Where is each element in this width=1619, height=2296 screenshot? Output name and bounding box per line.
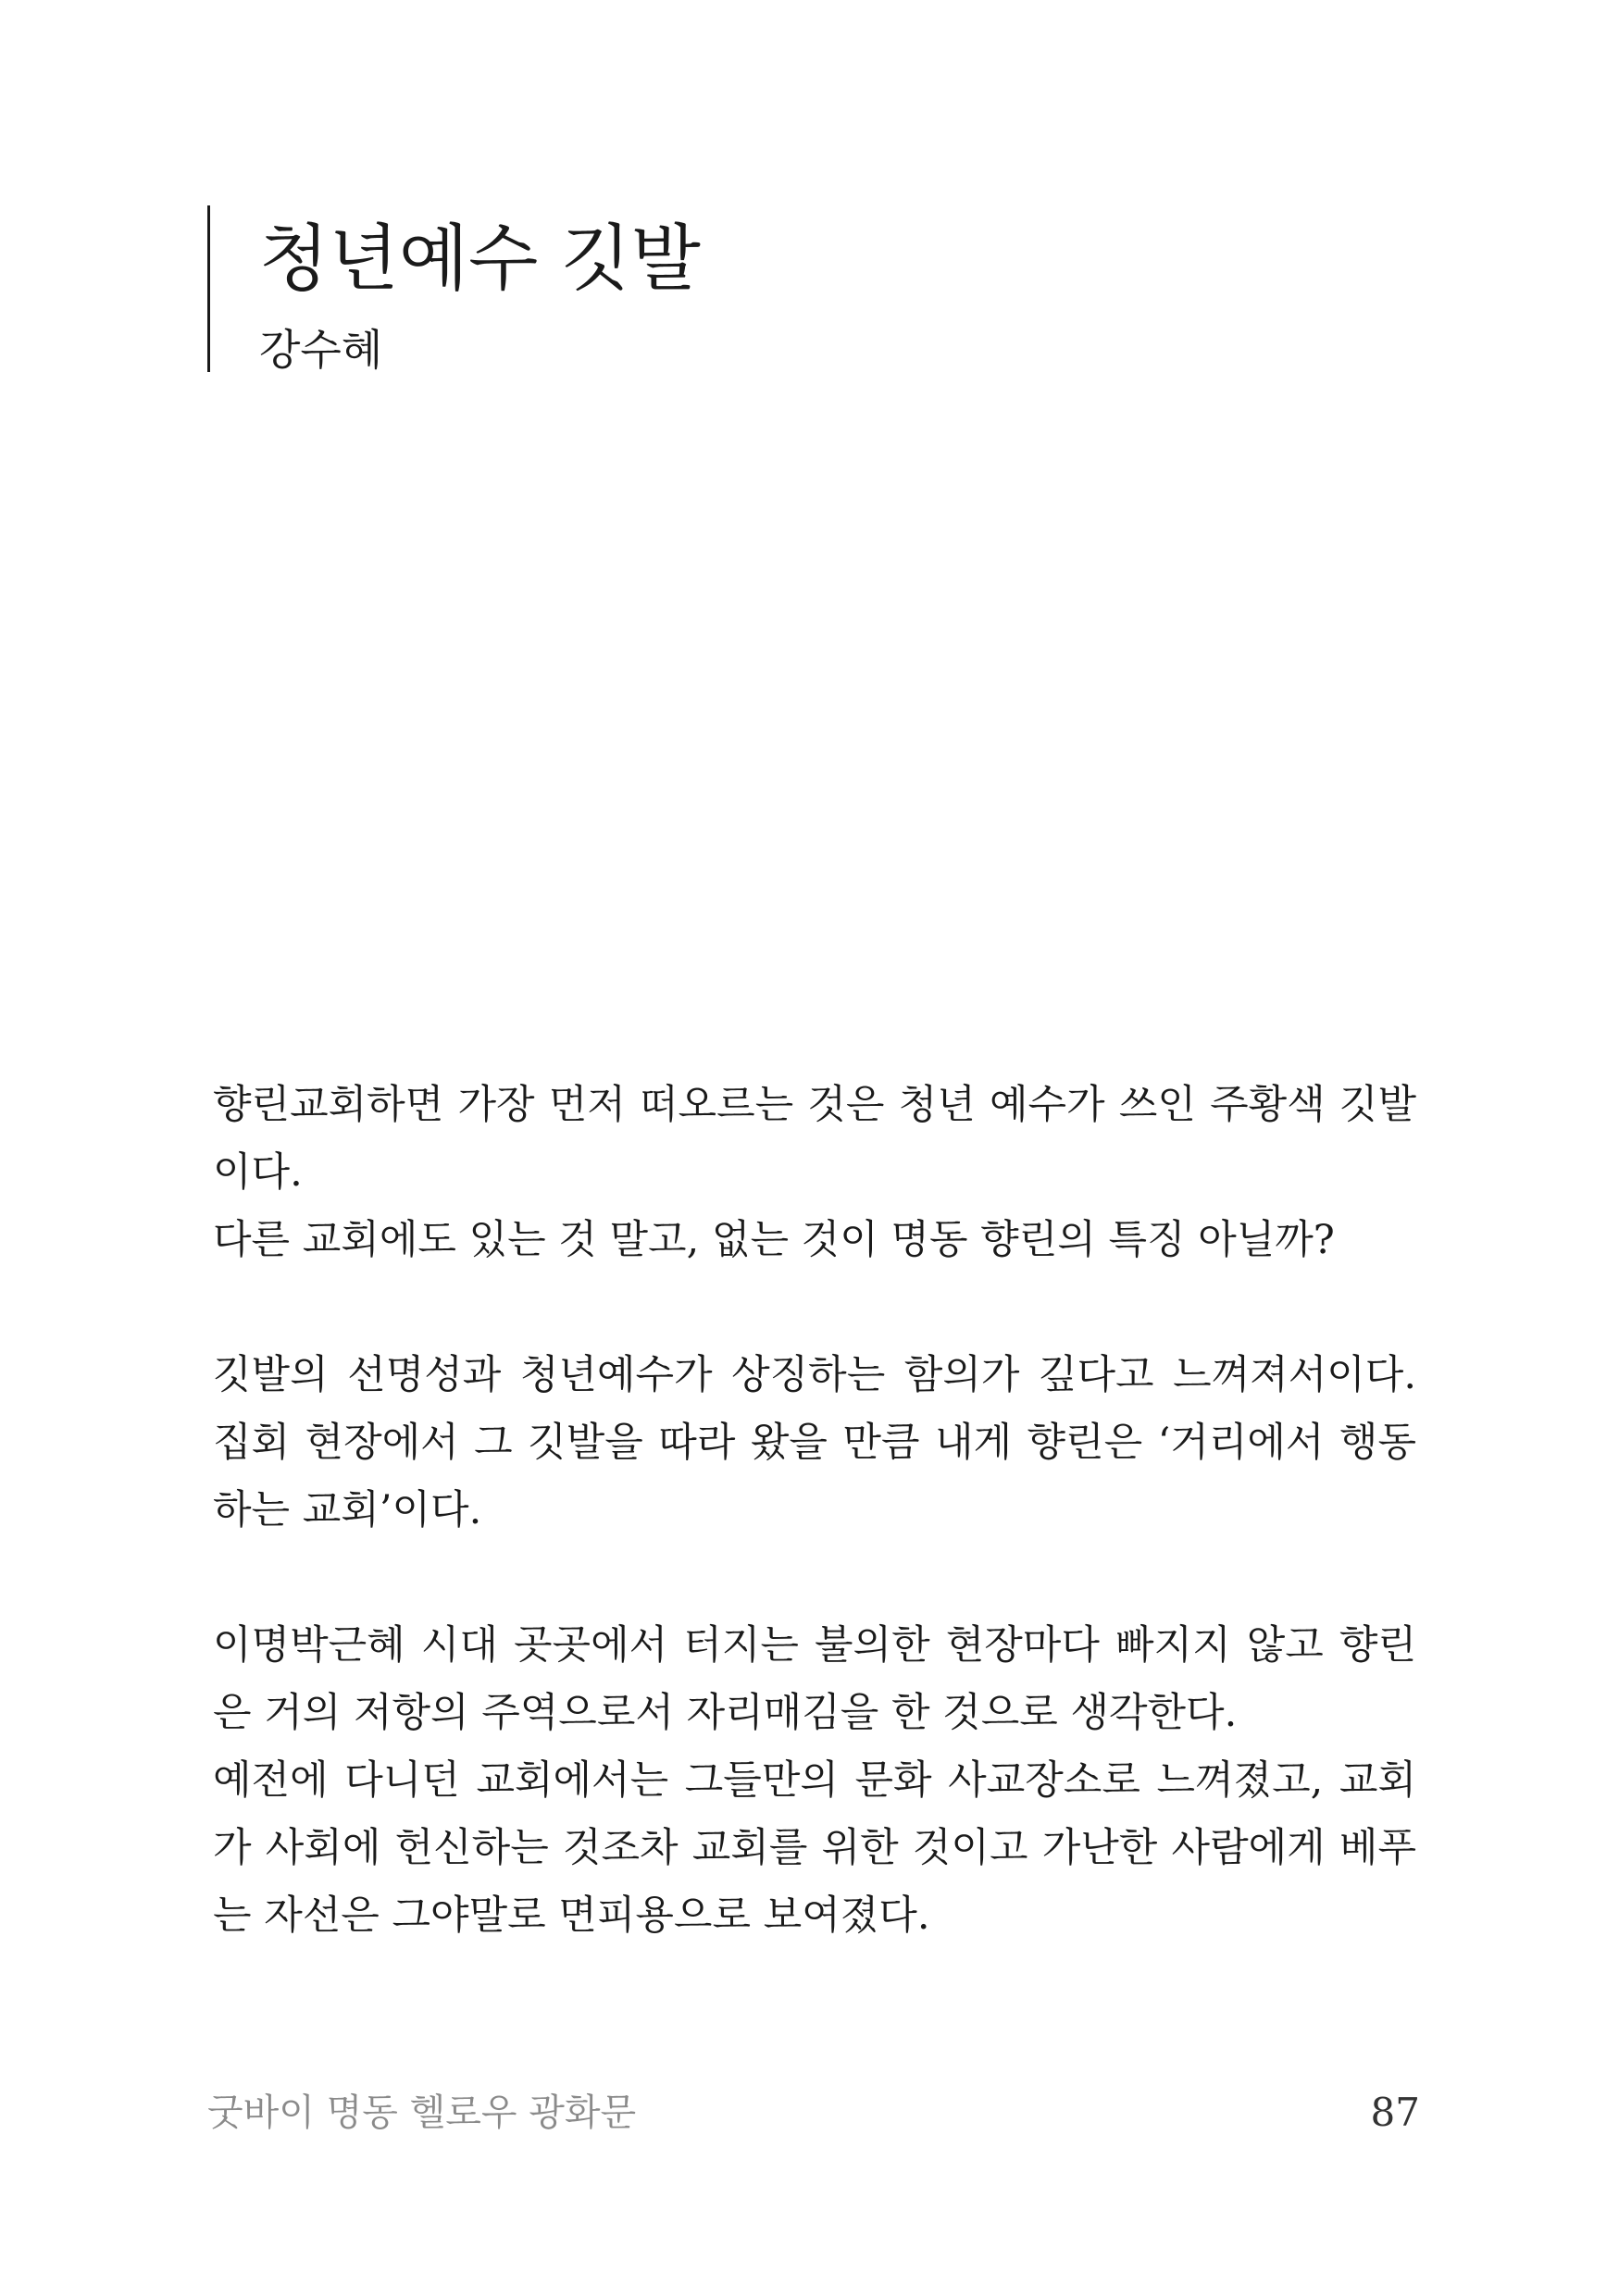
paragraph: 예전에 다니던 교회에서는 그들만의 문화 사교장소로 느껴졌고, 교회가 사회에 헌신하는 것조차 교회를 위한 것이고 가난한 사람에게 베푸는 자선은 그야말로 면피용으로 보여졌다.	[213, 1757, 1416, 1939]
paragraph: 이명박근혜 시대 곳곳에서 터지는 불의한 현장마다 빠지지 않고 향린은 거의 저항의 주역으로서 자리매김을 한 것으로 생각한다.	[213, 1622, 1416, 1736]
article-body	[213, 1072, 1416, 1950]
title-rule	[207, 205, 210, 372]
paragraph: 향린교회하면 가장 먼저 떠오르는 것은 청년 예수가 쓰인 주황색 깃발이다.	[213, 1082, 1416, 1196]
title-block	[207, 205, 1411, 375]
page-number: 87	[1370, 2090, 1420, 2135]
article-title: 청년예수 깃발	[259, 217, 701, 301]
paragraph-gap	[213, 1545, 1416, 1612]
book-title: 굿바이 명동 헬로우 광화문	[207, 2091, 637, 2134]
paragraph: 깃발의 선명성과 청년예수가 상징하는 함의가 깊다고 느껴져서이다. 집회 현장에서 그 깃발을 따라 왔을 만큼 내게 향린은 ‘거리에서 행동하는 교회’이다.	[213, 1352, 1416, 1533]
paragraph-gap	[213, 1274, 1416, 1342]
page-footer	[207, 2087, 1420, 2142]
article-author: 강수혜	[259, 325, 383, 375]
paragraph: 다른 교회에도 있는 것 말고, 없는 것이 명동 향린의 특징 아닐까?	[213, 1217, 1335, 1263]
